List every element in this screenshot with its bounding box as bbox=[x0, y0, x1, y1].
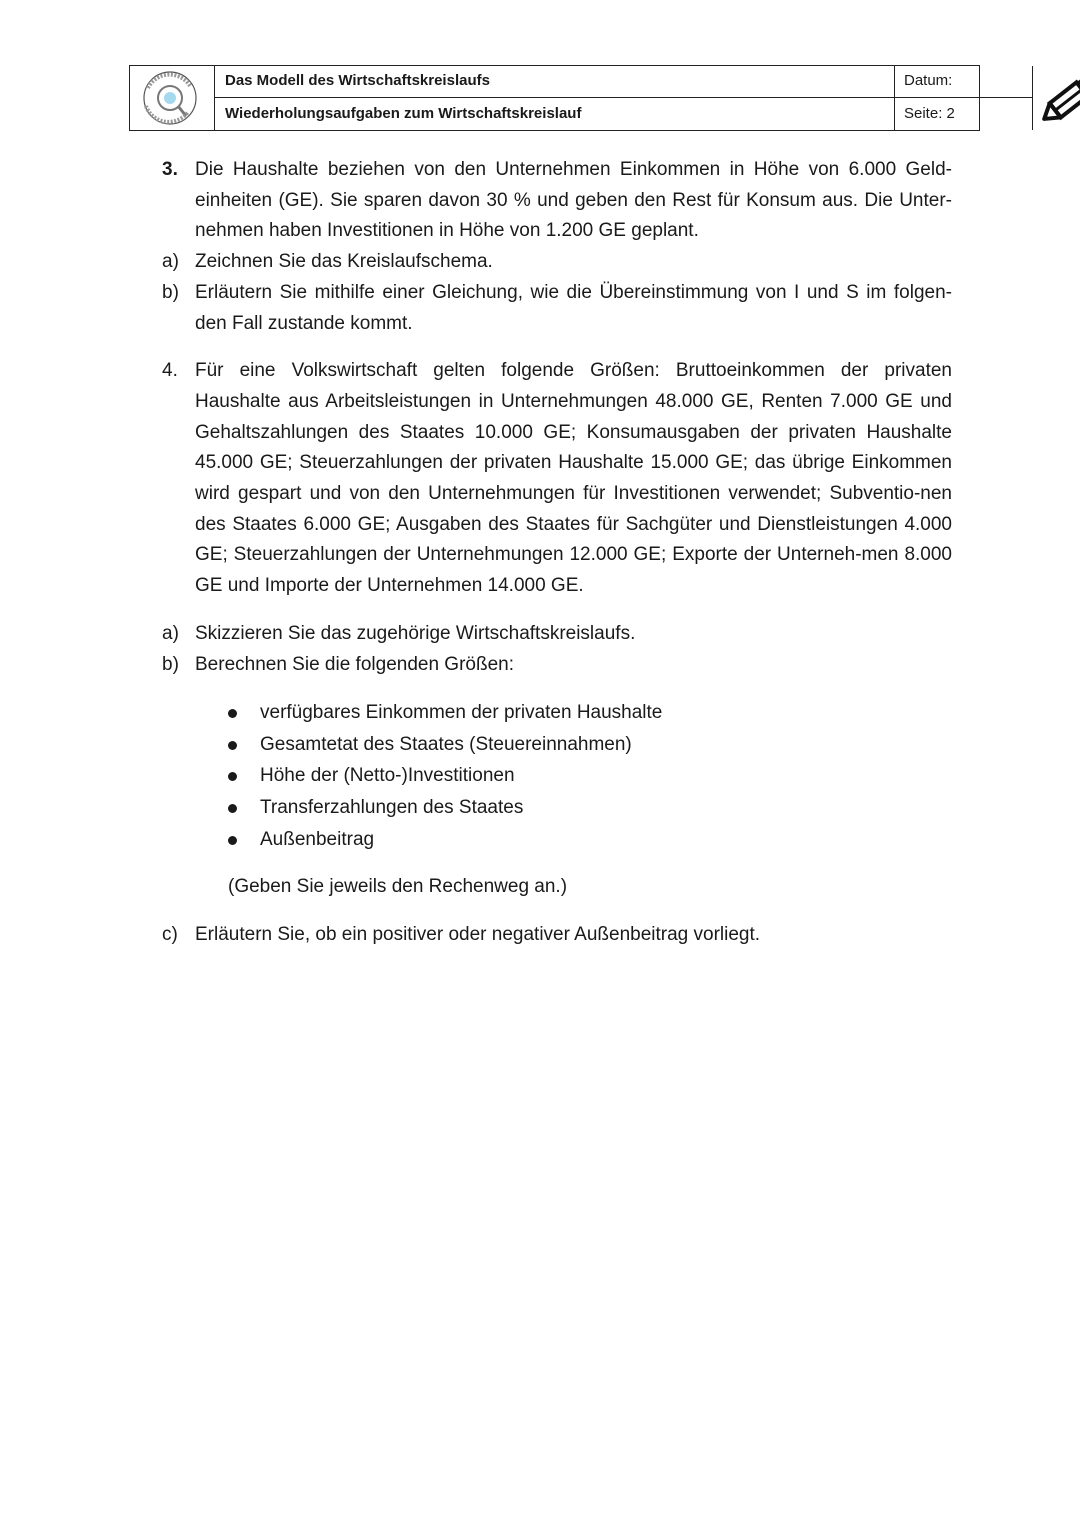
task-text: Die Haushalte beziehen von den Unternehmen Einkommen in Höhe von 6.000 Geld-einheiten (GE). Sie sparen davon 30 % und geben den Rest für Konsum aus. Die Unter-nehmen haben Investitionen in Höhe von 1.200 GE geplant. bbox=[195, 159, 952, 242]
pencil-cell bbox=[1033, 66, 1080, 130]
subtask-3b bbox=[162, 278, 952, 339]
list-item: Höhe der (Netto-)Investitionen bbox=[228, 760, 952, 792]
subtask-4a bbox=[162, 619, 952, 650]
school-logo-icon bbox=[130, 66, 214, 130]
document-subtitle: Wiederholungsaufgaben zum Wirtschaftskreislauf bbox=[215, 98, 895, 130]
bullet-list bbox=[162, 697, 952, 855]
task-content bbox=[162, 155, 952, 951]
list-item: Gesamtetat des Staates (Steuereinnahmen) bbox=[228, 729, 952, 761]
page-number: Seite: 2 bbox=[895, 98, 1033, 130]
subtask-4c bbox=[162, 920, 952, 951]
subtask-text: Zeichnen Sie das Kreislaufschema. bbox=[195, 251, 493, 273]
date-field: Datum: bbox=[895, 66, 1033, 98]
subtask-3a bbox=[162, 247, 952, 278]
calculation-note: (Geben Sie jeweils den Rechenweg an.) bbox=[228, 876, 568, 898]
subtask-label: b) bbox=[162, 653, 179, 675]
task-3 bbox=[162, 155, 952, 247]
pencil-icon bbox=[1033, 66, 1080, 130]
subtask-label: c) bbox=[162, 923, 178, 945]
list-item: Transferzahlungen des Staates bbox=[228, 792, 952, 824]
subtask-4b bbox=[162, 650, 952, 681]
task-4 bbox=[162, 356, 952, 602]
task-number: 3. bbox=[162, 159, 178, 180]
list-item: verfügbares Einkommen der privaten Haushalte bbox=[228, 697, 952, 729]
document-title: Das Modell des Wirtschaftskreislaufs bbox=[215, 66, 895, 98]
subtask-label: a) bbox=[162, 251, 179, 273]
header-table bbox=[129, 65, 980, 131]
subtask-label: a) bbox=[162, 622, 179, 644]
subtask-label: b) bbox=[162, 281, 179, 303]
subtask-text: Erläutern Sie, ob ein positiver oder negativer Außenbeitrag vorliegt. bbox=[195, 923, 761, 945]
subtask-text: Erläutern Sie mithilfe einer Gleichung, wie die Übereinstimmung von I und S im folgen-den Fall zustande kommt. bbox=[195, 281, 952, 334]
task-number: 4. bbox=[162, 360, 178, 382]
logo-cell bbox=[130, 66, 215, 130]
task-text: Für eine Volkswirtschaft gelten folgende Größen: Bruttoeinkommen der privaten Haushalte aus Arbeitsleistungen in Unternehmungen 48.000 GE, Renten 7.000 GE und Gehaltszahlungen des Staates 10.000 GE; Konsumausgaben der privaten Haushalte 45.000 GE; Steuerzahlungen der privaten Haushalte 15.000 GE; das übrige Einkommen wird gespart und von den Unternehmungen für Investitionen verwendet; Subventio-nen des Staates 6.000 GE; Ausgaben des Staates für Sachgüter und Dienstleistungen 4.000 GE; Steuerzahlungen der Unternehmungen 12.000 GE; Exporte der Unterneh-men 8.000 GE und Importe der Unternehmen 14.000 GE. bbox=[195, 360, 952, 597]
list-item: Außenbeitrag bbox=[228, 824, 952, 856]
subtask-text: Berechnen Sie die folgenden Größen: bbox=[195, 653, 514, 675]
subtask-text: Skizzieren Sie das zugehörige Wirtschaftskreislaufs. bbox=[195, 622, 636, 644]
